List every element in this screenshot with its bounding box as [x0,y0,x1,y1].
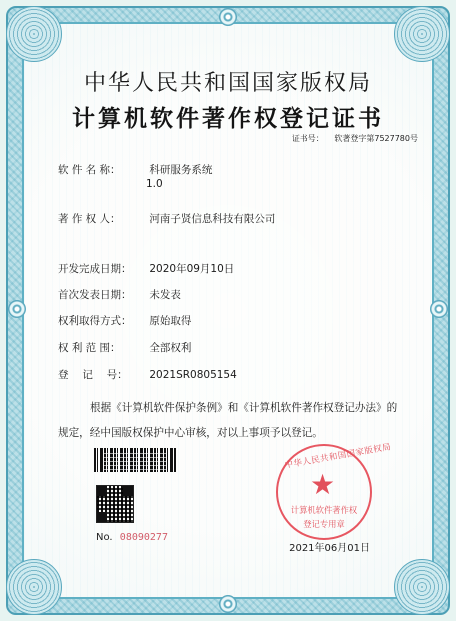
official-red-seal [276,442,393,540]
barcode-image [94,448,176,472]
bottom-center-ornament [219,595,237,613]
issue-date: 2021年06月01日 [289,543,370,554]
software-name-row [58,162,212,177]
star-icon: ★ [310,468,336,501]
rights-scope-row [58,340,191,355]
acquisition-method-label: 权利取得方式： [58,315,132,327]
software-version-value: 1.0 [146,178,163,190]
legal-statement-line-2: 规定，经中国版权保护中心审核，对以上事项予以登记。 [58,427,323,439]
certificate-number [292,133,418,144]
legal-statement [58,396,418,446]
left-center-ornament [8,300,26,318]
top-center-ornament [219,8,237,26]
software-version-row [146,178,163,190]
software-name-value: 科研服务系统 [149,164,213,176]
registration-number-value: 2021SR0805154 [149,369,237,381]
completion-date-value: 2020年09月10日 [149,263,235,275]
owner-row [58,211,275,226]
rights-scope-label: 权 利 范 围： [58,342,121,354]
certificate-number-label: 证书号： [291,134,324,143]
acquisition-method-value: 原始取得 [149,315,192,327]
seal-text-line-2: 登记专用章 [303,519,345,529]
registration-number-label: 登 记 号： [58,369,128,381]
owner-value: 河南子贤信息科技有限公司 [149,213,276,225]
certificate-content [30,30,426,591]
issuing-authority-title: 中华人民共和国国家版权局 [83,71,372,96]
seal-text-line-1: 计算机软件著作权 [290,505,358,515]
seal-top-text: 中华人民共和国国家版权局 [283,442,393,471]
serial-prefix: No. [96,532,113,543]
owner-label: 著 作 权 人： [58,213,121,225]
completion-date-row [58,261,234,276]
certificate-title: 计算机软件著作权登记证书 [72,105,384,132]
software-name-label: 软 件 名 称： [58,164,121,176]
legal-statement-line-1: 根据《计算机软件保护条例》和《计算机软件著作权登记办法》的 [90,402,398,414]
completion-date-label: 开发完成日期： [58,263,132,275]
certificate-number-value: 软著登字第7527780号 [334,134,418,143]
right-center-ornament [430,300,448,318]
rights-scope-value: 全部权利 [149,342,192,354]
first-publication-row [58,287,181,302]
serial-number-value: 08090277 [119,532,168,543]
serial-number [96,532,168,543]
acquisition-method-row [58,313,191,328]
qr-code-image [96,485,134,523]
first-publication-label: 首次发表日期： [58,289,132,301]
registration-number-row [58,367,237,382]
first-publication-value: 未发表 [149,289,181,301]
